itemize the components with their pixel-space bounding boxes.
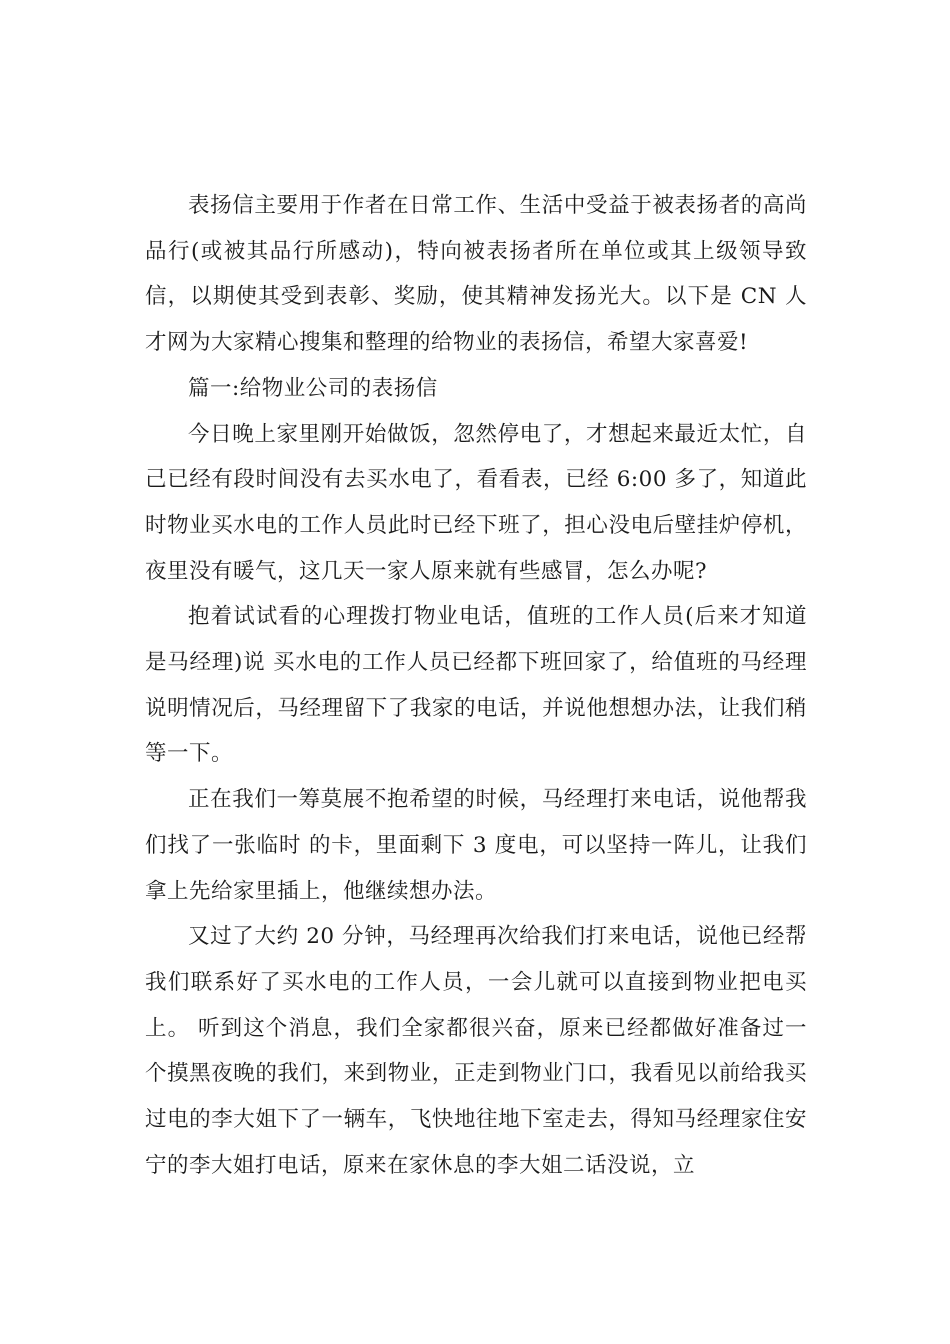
body-paragraph-3: 正在我们一筹莫展不抱希望的时候，马经理打来电话，说他帮我们找了一张临时 的卡，里面剩下 3 度电，可以坚持一阵儿，让我们拿上先给家里插上，他继续想办法。 bbox=[145, 787, 807, 904]
body-paragraph-2: 抱着试试看的心理拨打物业电话，值班的工作人员(后来才知道是马经理)说 买水电的工作人员已经都下班回家了，给值班的马经理说明情况后，马经理留下了我家的电话，并说他想想办法，让我们稍等一下。 bbox=[145, 604, 807, 767]
section-heading: 篇一:给物业公司的表扬信 bbox=[188, 375, 438, 401]
intro-paragraph: 表扬信主要用于作者在日常工作、生活中受益于被表扬者的高尚品行(或被其品行所感动)，特向被表扬者所在单位或其上级领导致信，以期使其受到表彰、奖励，使其精神发扬光大。以下是 CN 人才网为大家精心搜集和整理的给物业的表扬信，希望大家喜爱! bbox=[145, 193, 807, 356]
body-paragraph-4: 又过了大约 20 分钟，马经理再次给我们打来电话，说他已经帮我们联系好了买水电的工作人员，一会儿就可以直接到物业把电买上。 听到这个消息，我们全家都很兴奋，原来已经都做好准备过一个摸黑夜晚的我们，来到物业，正走到物业门口，我看见以前给我买过电的李大姐下了一辆车，飞快地往地下室走去，得知马经理家住安宁的李大姐打电话，原来在家休息的李大姐二话没说，立 bbox=[145, 924, 807, 1178]
body-paragraph-1: 今日晚上家里刚开始做饭，忽然停电了，才想起来最近太忙，自己已经有段时间没有去买水电了，看看表，已经 6:00 多了，知道此时物业买水电的工作人员此时已经下班了，担心没电后壁挂炉停机，夜里没有暖气，这几天一家人原来就有些感冒，怎么办呢? bbox=[145, 421, 807, 584]
document-body bbox=[145, 183, 807, 1188]
